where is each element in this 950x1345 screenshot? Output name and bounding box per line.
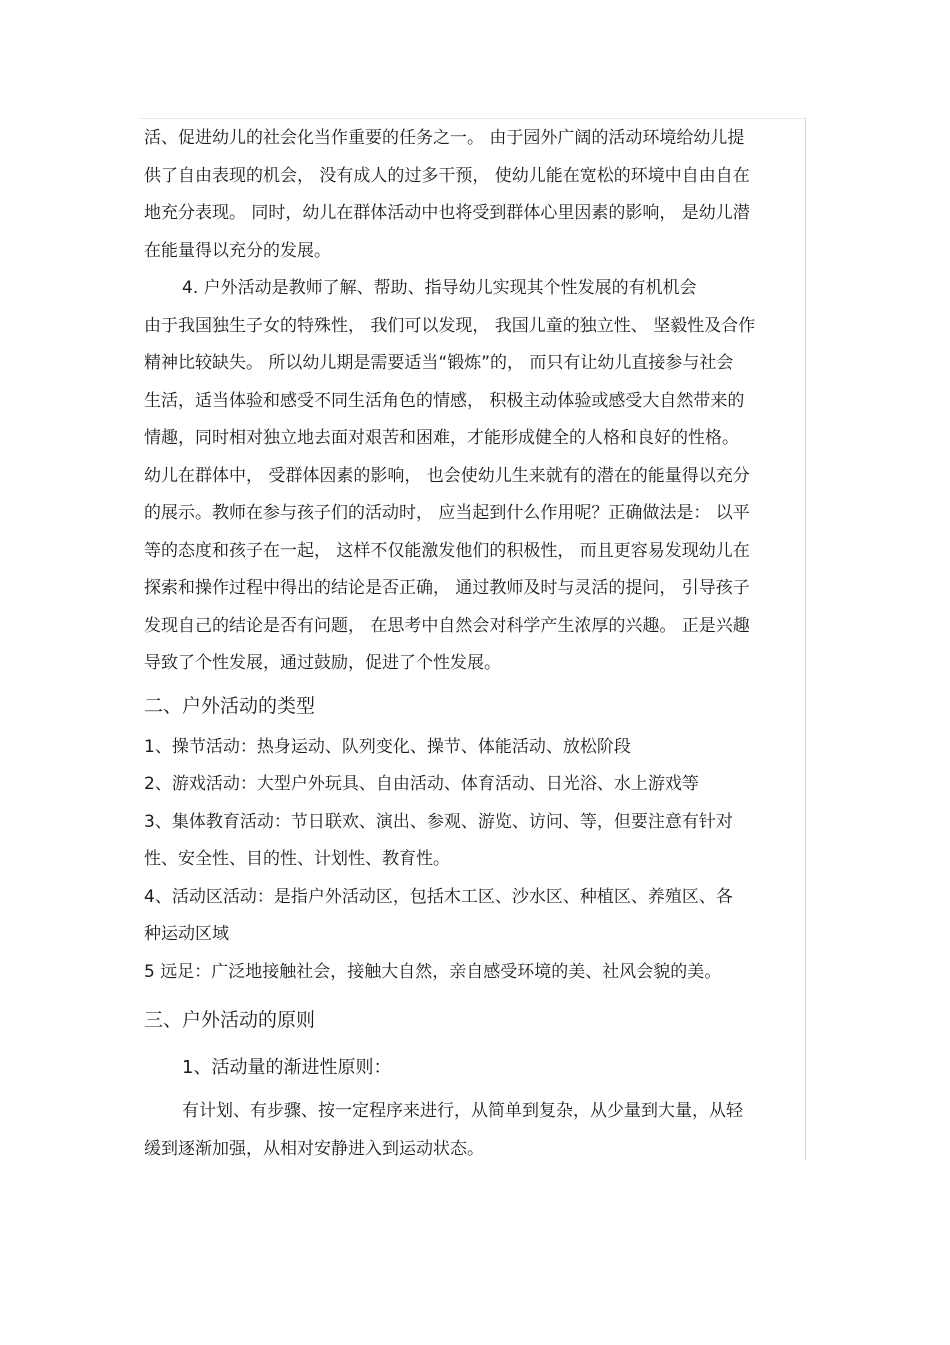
- text-line: 在能量得以充分的发展。: [144, 240, 331, 261]
- paragraph-individuality: [144, 308, 809, 683]
- activity-types-list: [144, 729, 809, 992]
- list-item: 1、操节活动：热身运动、队列变化、操节、体能活动、放松阶段: [144, 736, 631, 757]
- section-3-title: 三、户外活动的原则: [144, 1009, 316, 1031]
- text-line: 情趣，同时相对独立地去面对艰苦和困难，才能形成健全的人格和良好的性格。: [144, 428, 739, 448]
- section-2-title: 二、户外活动的类型: [144, 694, 316, 717]
- document-content: [144, 120, 809, 1168]
- text-line: 地充分表现。 同时，幼儿在群体活动中也将受到群体心里因素的影响， 是幼儿潜: [144, 203, 750, 223]
- text-line: 导致了个性发展，通过鼓励，促进了个性发展。: [144, 653, 501, 673]
- paragraph-socialization: [144, 120, 809, 270]
- text-line: 幼儿在群体中， 受群体因素的影响， 也会使幼儿生来就有的潜在的能量得以充分: [144, 465, 750, 486]
- list-item-continued: 种运动区域: [144, 924, 229, 944]
- text-line: 等的态度和孩子在一起， 这样不仅能激发他们的积极性， 而且更容易发现幼儿在: [144, 540, 750, 561]
- text-line: 有计划、有步骤、按一定程序来进行，从简单到复杂，从少量到大量，从轻: [182, 1101, 743, 1121]
- text-line: 精神比较缺失。 所以幼儿期是需要适当“锻炼”的， 而只有让幼儿直接参与社会: [144, 353, 734, 373]
- text-line: 生活，适当体验和感受不同生活角色的情感， 积极主动体验或感受大自然带来的: [144, 390, 745, 411]
- text-line: 供了自由表现的机会， 没有成人的过多干预， 使幼儿能在宽松的环境中自由自在: [144, 165, 750, 186]
- list-item: 4、活动区活动：是指户外活动区，包括木工区、沙水区、种植区、养殖区、各: [144, 886, 733, 907]
- list-item: 3、集体教育活动：节日联欢、演出、参观、游览、访问、等，但要注意有针对: [144, 811, 733, 832]
- point-4-heading: 4. 户外活动是教师了解、帮助、指导幼儿实现其个性发展的有机机会: [182, 278, 697, 298]
- text-line: 由于我国独生子女的特殊性， 我们可以发现， 我国儿童的独立性、 坚毅性及合作: [144, 315, 756, 336]
- list-item-continued: 性、安全性、目的性、计划性、教育性。: [144, 849, 450, 869]
- list-item: 2、游戏活动：大型户外玩具、自由活动、体育活动、日光浴、水上游戏等: [144, 774, 699, 794]
- text-line: 发现自己的结论是否有问题， 在思考中自然会对科学产生浓厚的兴趣。 正是兴趣: [144, 615, 750, 636]
- text-line: 活、促进幼儿的社会化当作重要的任务之一。 由于园外广阔的活动环境给幼儿提: [144, 128, 745, 148]
- list-item: 5 远足：广泛地接触社会，接触大自然，亲自感受环境的美、社风会貌的美。: [144, 961, 722, 982]
- text-line: 的展示。教师在参与孩子们的活动时， 应当起到什么作用呢？正确做法是： 以平: [144, 503, 750, 523]
- paragraph-principle-1: [144, 1093, 809, 1168]
- principle-1-title: 1、活动量的渐进性原则：: [182, 1057, 392, 1078]
- text-line: 缓到逐渐加强，从相对安静进入到运动状态。: [144, 1138, 484, 1159]
- text-line: 探索和操作过程中得出的结论是否正确， 通过教师及时与灵活的提问， 引导孩子: [144, 578, 750, 598]
